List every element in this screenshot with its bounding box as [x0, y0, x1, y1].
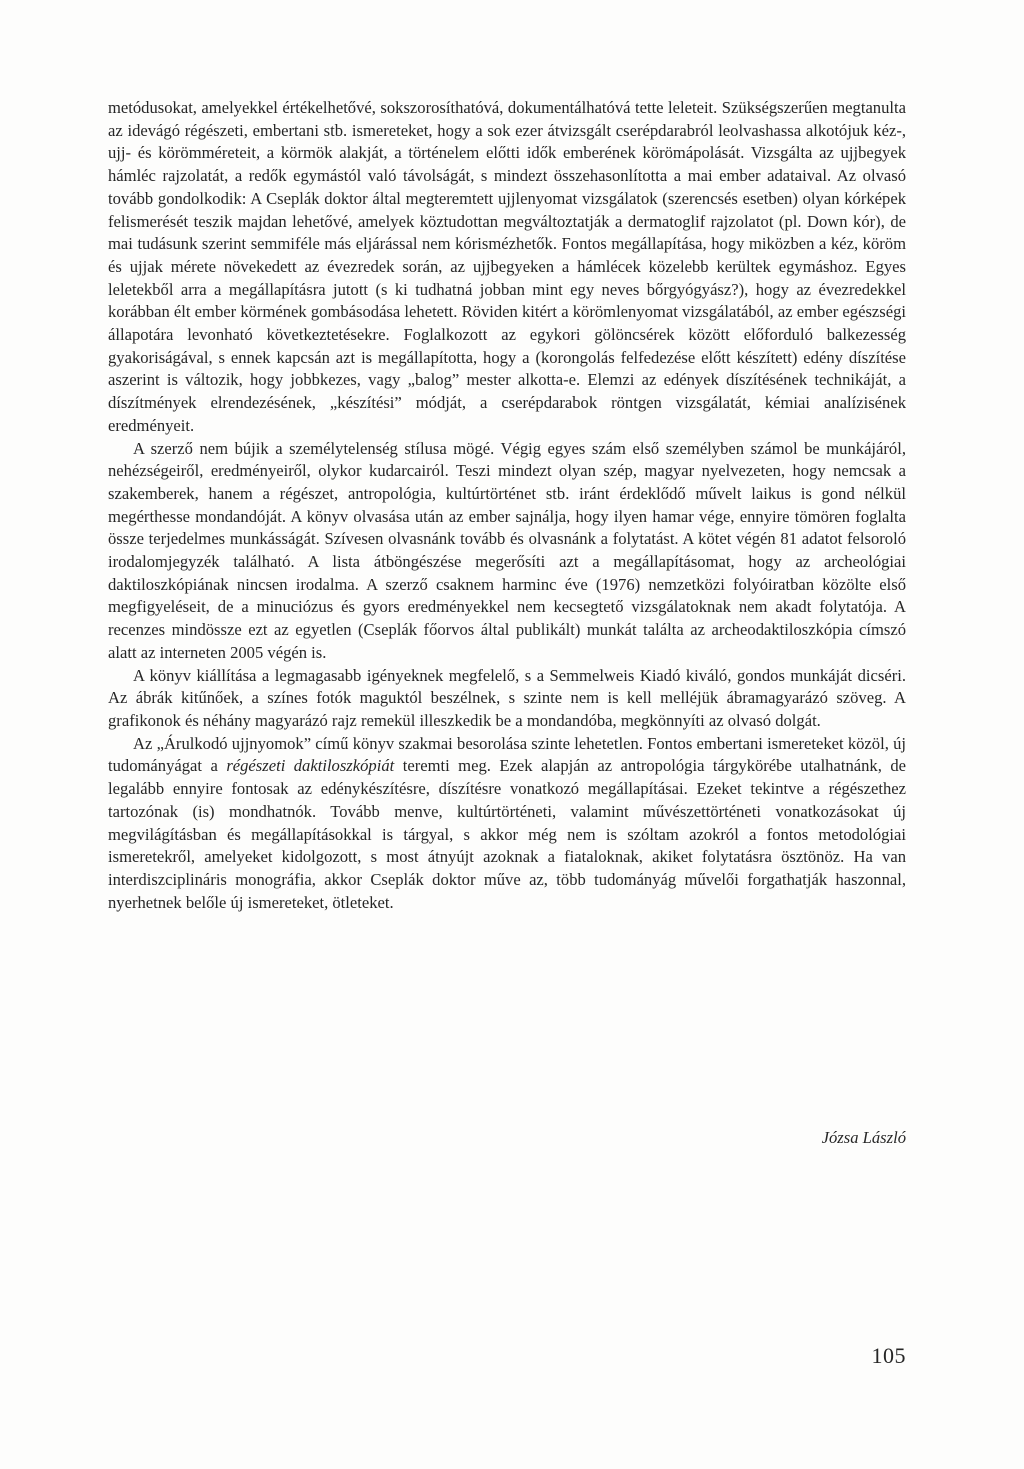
paragraph-4-italic-term: régészeti daktiloszkópiát [226, 756, 395, 776]
paragraph-2 [108, 438, 906, 665]
paragraph-4-text-start: Az „Árulkodó ujjnyomok” című könyv szakmai besorolása szinte lehetetlen. Fontos embertani ismereteket közöl, új tudományágat a [108, 733, 906, 776]
paragraph-3-text: A könyv kiállítása a legmagasabb igényeknek megfelelő, s a Semmelweis Kiadó kiváló, gondos munkáját dicséri. Az ábrák kitűnőek, a színes fotók maguktól beszélnek, s szinte nem is kell melléjük ábramagyarázó szöveg. A grafikonok és néhány magyarázó rajz remekül illeszkedik be a mondandóba, megkönnyíti az olvasó dolgát. [108, 665, 906, 730]
paragraph-1 [108, 97, 906, 438]
page-number: 105 [871, 1343, 906, 1368]
paragraph-3 [108, 665, 906, 733]
paragraph-4 [108, 733, 906, 915]
paragraph-4-text-end: teremti meg. Ezek alapján az antropológia tárgykörébe utalhatnánk, de legalább ennyire fontosak az edénykészítésre, díszítésre vonatkozó megállapításai. Ezeket tekintve a régészethez tartozónak (is) mondhatnók. Tovább menve, kultúrtörténeti, valamint művészettörténeti vonatkozásokat új megvilágításban és megállapításokkal is tárgyal, s akkor még nem is szóltam azokról a fontos metodológiai ismeretekről, amelyeket kidolgozott, s most átnyújt azoknak a fiataloknak, akiket folytatásra ösztönöz. Ha van interdiszciplináris monográfia, akkor Cseplák doktor műve az, több tudományág művelői forgathatják haszonnal, nyerhetnek belőle új ismereteket, ötleteket. [108, 756, 906, 912]
author-signature: Józsa László [821, 1128, 906, 1147]
article-body [108, 97, 906, 914]
paragraph-1-text: metódusokat, amelyekkel értékelhetővé, sokszorosíthatóvá, dokumentálhatóvá tette leleteit. Szükségszerűen megtanulta az idevágó régészeti, embertani stb. ismereteket, hogy a sok ezer átvizsgált cserépdarabról leolvashassa alkotójuk kéz-, ujj- és körömméreteit, a körmök alakját, a történelem előtti idők emberének körömápolását. Vizsgálta az ujjbegyek hámléc rajzolatát, a redők egymástól való távolságát, s mindezt összehasonlította a mai ember adataival. Az olvasó tovább gondolkodik: A Cseplák doktor által megteremtett ujjlenyomat vizsgálatok (szerencsés esetben) olyan kórképek felismerését teszik majdan lehetővé, amelyek köztudottan megváltoztatják a dermatoglif rajzolatot (pl. Down kór), de mai tudásunk szerint semmiféle más eljárással nem kórismézhetők. Fontos megállapítása, hogy miközben a kéz, köröm és ujjak mérete növekedett az évezredek során, az ujjbegyeken a hámlécek közelebb kerültek egymáshoz. Egyes leletekből arra a megállapításra jutott (s ki tudhatná jobban mint egy neves bőrgyógyász?), hogy az évezredekkel korábban élt ember körmének gombásodása lehetett. Röviden kitért a körömlenyomat vizsgálatából, az ember egészségi állapotára levonható következtetésekre. Foglalkozott az egykori gölöncsérek között előforduló balkezesség gyakoriságával, s ennek kapcsán azt is megállapította, hogy a (korongolás felfedezése előtt készített) edény díszítése aszerint is változik, hogy jobbkezes, vagy „balog” mester alkotta-e. Elemzi az edények díszítésének technikáját, a díszítmények elrendezésének, „készítési” módját, a cserépdarabok röntgen vizsgálatát, kémiai analízisének eredményeit. [108, 98, 906, 435]
paragraph-2-text: A szerző nem bújik a személytelenség stílusa mögé. Végig egyes szám első személyben számol be munkájáról, nehézségeiről, eredményeiről, olykor kudarcairól. Teszi mindezt olyan szép, magyar nyelvezeten, hogy nemcsak a szakemberek, hanem a régészet, antropológia, kultúrtörténet stb. iránt érdeklődő művelt laikus is gond nélkül megérthesse mondandóját. A könyv olvasása után az ember sajnálja, hogy ilyen hamar vége, ennyire tömören foglalta össze terjedelmes munkásságát. Szívesen olvasnánk tovább és olvasnánk a folytatást. A kötet végén 81 adatot felsoroló irodalomjegyzék található. A lista átböngészése megerősíti azt a megállapításomat, hogy az archeológiai daktiloszkópiának nincsen irodalma. A szerző csaknem harminc éve (1976) nemzetközi folyóiratban közölte első megfigyeléseit, de a minuciózus és gyors eredményekkel nem kecsegtető vizsgálatoknak nem akadt folytatója. A recenzes mindössze ezt az egyetlen (Cseplák főorvos által publikált) munkát találta az archeodaktiloszkópia címszó alatt az interneten 2005 végén is. [108, 438, 906, 662]
